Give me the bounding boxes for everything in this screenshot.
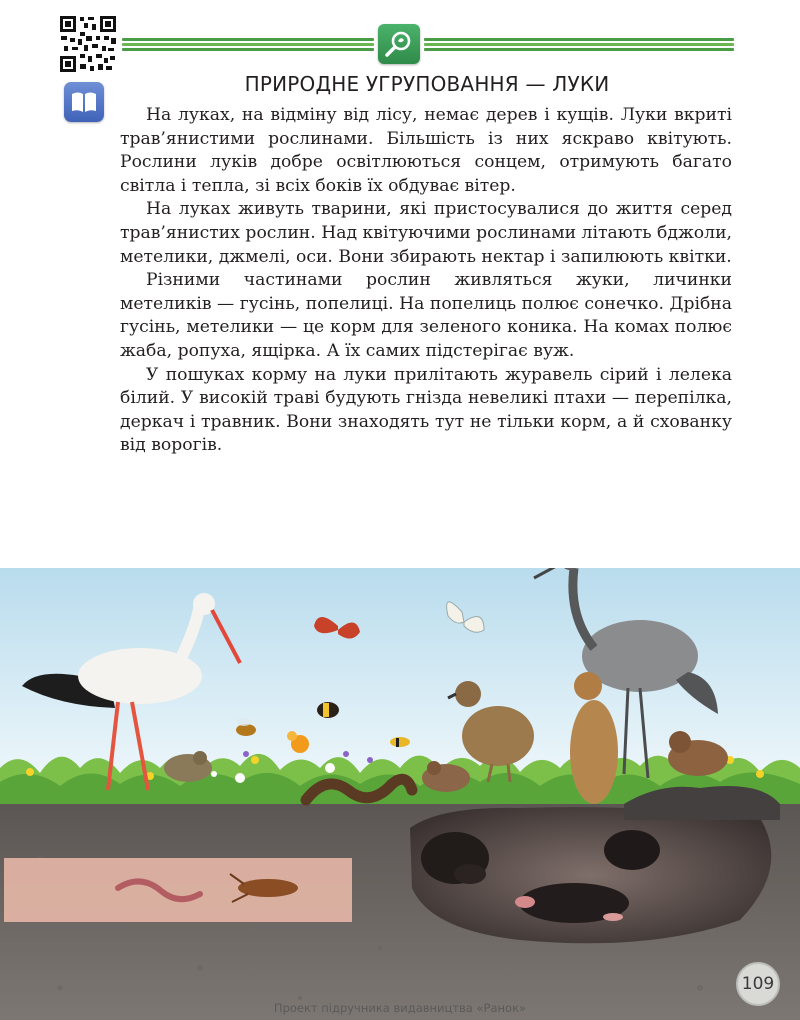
section-title: ПРИРОДНЕ УГРУПОВАННЯ — ЛУКИ	[244, 72, 610, 96]
footer-note: Проект підручника видавництва «Ранок»	[273, 1001, 527, 1015]
paragraph-3: Різними частинами рослин живляться жуки, личинки метеликів — гусінь, попелиці. На попелиць полює сонечко. Дрібна гусінь, метелики — це корм для зеленого коника. На комах полює жаба, ропуха, ящірка. А їх самих підстерігає вуж.	[120, 270, 732, 361]
header-rule-right	[424, 38, 734, 52]
paragraph-2: На луках живуть тварини, які пристосувалися до життя серед трав’янистих рослин. Над квітуючими рослинами літають бджоли, метелики, джмелі, оси. Вони збирають нектар і запилюють квітки.	[120, 199, 732, 267]
open-book-icon	[64, 82, 104, 122]
search-icon	[378, 24, 420, 64]
qr-code-icon	[58, 14, 118, 74]
wasp	[390, 737, 410, 747]
page-number: 109	[736, 962, 780, 1006]
meadow-illustration	[0, 568, 800, 1020]
header-rule-left	[122, 38, 374, 52]
body-text	[120, 104, 732, 458]
bumblebee	[317, 702, 339, 718]
paragraph-1: На луках, на відміну від лісу, немає дерев і кущів. Луки вкриті трав’янистими рослинами. Більшість із них яскраво квітують. Рослини луків добре освітлюються сонцем, отримують багато світла і тепла, зі всіх боків їх обдуває вітер.	[120, 105, 732, 196]
paragraph-4: У пошуках корму на луки прилітають журавель сірий і лелека білий. У високій траві будують гнізда невеликі птахи — перепілка, деркач і травник. Вони знаходять тут не тільки корм, а й схованку від ворогів.	[120, 364, 732, 456]
